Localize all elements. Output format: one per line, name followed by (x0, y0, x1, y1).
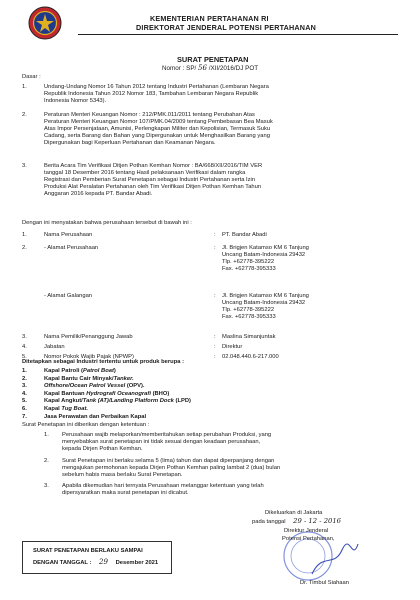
issued-date: pada tanggal 29 - 12 - 2016 (252, 517, 341, 525)
header-divider (78, 34, 398, 35)
conditions-intro: Surat Penetapan ini diberikan dengan ketentuan : (22, 422, 150, 428)
product-number: 6. (22, 406, 27, 412)
signer-name: Dr. Timbul Siahaan (300, 580, 349, 586)
company-row-value: Direktur (222, 344, 243, 350)
product-item (44, 376, 134, 383)
header-ministry: KEMENTERIAN PERTAHANAN RI (150, 14, 269, 23)
document-number (162, 64, 258, 72)
dasar-item-line: Peraturan Menteri Keuangan Nomor 107/PMK.04/2009 tentang Pembebasan Bea Masuk (44, 119, 273, 126)
validity-box (22, 541, 172, 574)
product-number: 5. (22, 398, 27, 405)
dasar-item-line: Dipergunakan bagi Keperluan Pertahanan dan Keamanan Negara. (44, 140, 216, 147)
product-text-italic: Hydrografi Oceanografi (86, 390, 151, 397)
company-row-number: 4. (22, 344, 27, 350)
company-row-sep: : (214, 293, 216, 299)
condition-number: 1. (44, 432, 49, 438)
product-text-italic: Offshore/Ocean Patrol Vessel (44, 383, 126, 390)
company-row-value: Uncang Batam-Indonesia 29432 (222, 252, 306, 259)
dasar-item-line: Anggaran 2016 kepada PT. Bandar Abadi. (44, 191, 153, 198)
dasar-item-line: Republik Indonesia Tahun 2012 Nomor 183, Tambahan Lembaran Negara Republik (44, 91, 259, 98)
company-row-value: Jl. Brigjen Katamso KM 6 Tanjung (222, 245, 309, 251)
number-suffix: /XII/2016/DJ POT (208, 65, 259, 72)
company-row-number: 3. (22, 334, 27, 340)
ministry-emblem (28, 6, 62, 40)
condition-line: sebelum habis masa berlaku Surat Penetapan. (62, 472, 183, 479)
product-text-tail: (BHO) (150, 390, 170, 397)
company-row-label: Nama Perusahaan (44, 232, 93, 238)
product-text: Kapal Patroli ( (44, 368, 83, 374)
company-row-label: Nomor Pokok Wajib Pajak (NPWP) (44, 354, 134, 360)
header-directorate: DIREKTORAT JENDERAL POTENSI PERTAHANAN (136, 23, 316, 32)
product-text: Kapal Bantu Cair Minyak/ (44, 375, 114, 382)
dasar-item-line: tanggal 18 Desember 2016 tentang Hasil pelaksanaan Verifikasi dalam rangka (44, 170, 246, 177)
product-text-tail: (OPV). (125, 383, 145, 390)
company-row-number: 2. (22, 245, 27, 251)
company-row-label: - Alamat Perusahaan (44, 245, 99, 251)
company-row-sep: : (214, 354, 216, 360)
validity-day-handwritten: 29 (99, 558, 108, 566)
product-text: Kapal (44, 406, 62, 412)
company-row-value: Tlp. +62778-395222 (222, 259, 275, 266)
product-number: 3. (22, 383, 27, 390)
signer-title1: Direktur Jenderal (284, 528, 329, 534)
company-row-value: Tlp. +62778-395222 (222, 307, 275, 314)
dasar-item-line: Peraturan Menteri Keuangan Nomor : 212/PMK.011/2011 tentang Perubahan Atas (44, 112, 255, 118)
company-row-value: Uncang Batam-Indonesia 29432 (222, 300, 306, 307)
company-row-label: - Alamat Galangan (44, 293, 93, 299)
condition-number: 2. (44, 458, 49, 464)
product-text-italic: Tug Boat. (61, 406, 89, 412)
dasar-label: Dasar : (22, 74, 41, 80)
condition-line: dipersyaratkan maka surat penetapan ini dicabut. (62, 490, 189, 497)
company-row-value: Fax. +62778-395333 (222, 314, 276, 321)
product-text-italic: Tanker. (113, 375, 134, 382)
condition-line: kepada Dirjen Pothan Kemhan. (62, 446, 143, 453)
company-row-value: 02.048.440.6-217.000 (222, 354, 279, 360)
number-prefix: Nomor : SP/ (162, 65, 197, 72)
validity-line1: SURAT PENETAPAN BERLAKU SAMPAI (33, 548, 143, 554)
product-number: 4. (22, 390, 27, 397)
product-number: 2. (22, 375, 27, 382)
products-heading: Ditetapkan sebagai Industri tertentu untuk produk berupa : (22, 359, 185, 365)
product-text: Kapal Angkut/ (44, 398, 83, 405)
condition-line: menyebabkan surat penetapan ini tidak sesuai dengan keadaan perusahaan, (62, 439, 261, 446)
dasar-item-line: Indonesia Nomor 5343). (44, 98, 107, 105)
dasar-item-line: Produksi Alat Peralatan Pertahanan oleh Tim Verifikasi Ditjen Pothan Kemhan Tahun (44, 184, 262, 191)
dasar-item-line: Undang-Undang Nomor 16 Tahun 2012 tentang Industri Pertahanan (Lembaran Negara (44, 84, 269, 90)
issued-place: Dikeluarkan di Jakarta (265, 510, 323, 516)
company-row-label: Jabatan (44, 344, 65, 350)
condition-line: Apabila dikemudian hari ternyata Perusahaan melanggar ketentuan yang telah (62, 483, 264, 489)
dasar-item-line: Atas Impor Persenjataan, Amunisi, Perlengkapan Militer dan Kepolisian, Termasuk Suku (44, 126, 271, 133)
company-row-number: 1. (22, 232, 27, 238)
product-item (44, 368, 116, 375)
validity-line2: DENGAN TANGGAL : 29 Desember 2021 (33, 558, 159, 566)
dasar-item-line: Berita Acara Tim Verifikasi Ditjen Pothan Kemhan Nomor : BA/668/XII/2016/TIM VER (44, 163, 263, 169)
product-text-italic: Patrol Boat (82, 368, 114, 374)
product-item (44, 398, 191, 405)
company-row-value: Jl. Brigjen Katamso KM 6 Tanjung (222, 293, 309, 299)
company-row-sep: : (214, 245, 216, 251)
signer-title2: Potensi Pertahanan, (282, 536, 335, 542)
product-text-tail: ) (113, 368, 116, 374)
condition-line: mengajukan permohonan kepada Dirjen Pothan Kemhan paling lambat 2 (dua) bulan (62, 465, 281, 472)
product-text: Jasa Perawatan dan Perbaikan Kapal (44, 413, 147, 420)
company-row-sep: : (214, 344, 216, 350)
number-handwritten: 56 (198, 64, 207, 72)
product-item (44, 383, 145, 390)
product-number: 7. (22, 413, 27, 420)
document-title: SURAT PENETAPAN (177, 55, 249, 64)
company-row-label: Nama Pemilik/Penanggung Jawab (44, 334, 133, 340)
dasar-item-line: Cadang, serta Barang dan Bahan yang Dipergunakan untuk Menghasilkan Barang yang (44, 133, 270, 140)
product-text-tail: (LPD) (173, 398, 191, 405)
dasar-item-number: 1. (22, 84, 27, 90)
issued-date-handwritten: 29 - 12 - 2016 (293, 517, 341, 525)
dasar-item-line: Registrasi dan Pemberian Surat Penetapan sebagai Industri Pertahanan serta Izin (44, 177, 256, 184)
company-row-value: PT. Bandar Abadi (222, 232, 267, 238)
condition-line: Surat Penetapan ini berlaku selama 5 (lima) tahun dan dapat diperpanjang dengan (62, 458, 275, 464)
dasar-item-number: 3. (22, 163, 27, 169)
product-number: 1. (22, 368, 27, 374)
condition-line: Perusahaan wajib melaporkan/memberitahukan setiap perubahan Produksi, yang (62, 432, 272, 438)
company-row-value: Maslina Simanjuntak (222, 334, 276, 340)
company-row-sep: : (214, 334, 216, 340)
product-item (44, 406, 88, 413)
company-intro: Dengan ini menyatakan bahwa perusahaan tersebut di bawah ini : (22, 220, 192, 226)
product-text-italic: Tank (AT)/Landing Platform Dock (82, 398, 174, 405)
company-row-number: 5. (22, 354, 27, 360)
product-item (44, 414, 146, 421)
company-row-value: Fax. +62778-395333 (222, 266, 276, 273)
condition-number: 3. (44, 483, 49, 489)
dasar-item-number: 2. (22, 112, 27, 118)
company-row-sep: : (214, 232, 216, 238)
product-item (44, 391, 169, 398)
product-text: Kapal Bantuan (44, 390, 87, 397)
